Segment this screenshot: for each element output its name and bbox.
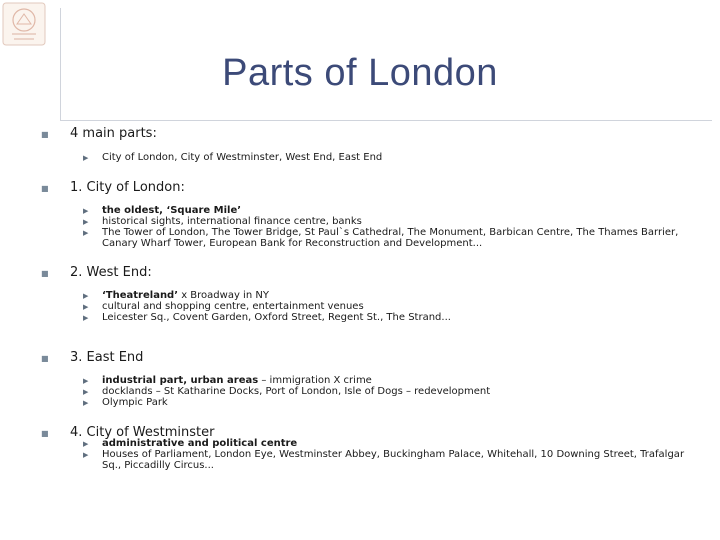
small-square-icon: ■	[41, 184, 49, 193]
triangle-right-icon: ▶	[83, 451, 89, 459]
slide-title: Parts of London	[222, 52, 498, 94]
item-text: Houses of Parliament, London Eye, Westminster Abbey, Buckingham Palace, Whitehall, 10 Downing Street, Trafalgar Sq., Piccadilly Circus...	[102, 449, 685, 471]
section-heading: 2. West End:	[70, 265, 152, 280]
small-square-icon: ■	[41, 130, 49, 139]
title-divider-horizontal	[60, 120, 712, 121]
item-text-bold: the oldest, ‘Square Mile’	[102, 205, 242, 216]
section-heading: 3. East End	[70, 350, 144, 365]
item-text: cultural and shopping centre, entertainment venues	[102, 301, 364, 312]
item-text: City of London, City of Westminster, West End, East End	[102, 152, 383, 163]
triangle-right-icon: ▶	[83, 440, 89, 448]
item-text: Leicester Sq., Covent Garden, Oxford Street, Regent St., The Strand...	[102, 312, 451, 323]
triangle-right-icon: ▶	[83, 229, 89, 237]
small-square-icon: ■	[41, 429, 49, 438]
section-heading: 4 main parts:	[70, 126, 157, 141]
item-text: The Tower of London, The Tower Bridge, St Paul`s Cathedral, The Monument, Barbican Centre, The Thames Barrier, Canary Wharf Tower, European Bank for Reconstruction and Development...	[102, 227, 679, 249]
triangle-right-icon: ▶	[83, 154, 89, 162]
triangle-right-icon: ▶	[83, 388, 89, 396]
small-square-icon: ■	[41, 354, 49, 363]
item-text-bold: industrial part, urban areas	[102, 375, 259, 386]
triangle-right-icon: ▶	[83, 314, 89, 322]
item-text: x Broadway in NY	[178, 290, 269, 301]
item-text: Olympic Park	[102, 397, 168, 408]
item-text: docklands – St Katharine Docks, Port of London, Isle of Dogs – redevelopment	[102, 386, 491, 397]
triangle-right-icon: ▶	[83, 399, 89, 407]
triangle-right-icon: ▶	[83, 207, 89, 215]
section-heading: 1. City of London:	[70, 180, 185, 195]
item-text: historical sights, international finance centre, banks	[102, 216, 362, 227]
item-text-bold: ‘Theatreland’	[102, 290, 179, 301]
triangle-right-icon: ▶	[83, 303, 89, 311]
item-text-bold: administrative and political centre	[102, 438, 298, 449]
triangle-right-icon: ▶	[83, 377, 89, 385]
section-heading: 4. City of Westminster	[70, 425, 215, 440]
small-square-icon: ■	[41, 269, 49, 278]
triangle-right-icon: ▶	[83, 292, 89, 300]
triangle-right-icon: ▶	[83, 218, 89, 226]
item-text: – immigration X crime	[258, 375, 372, 386]
